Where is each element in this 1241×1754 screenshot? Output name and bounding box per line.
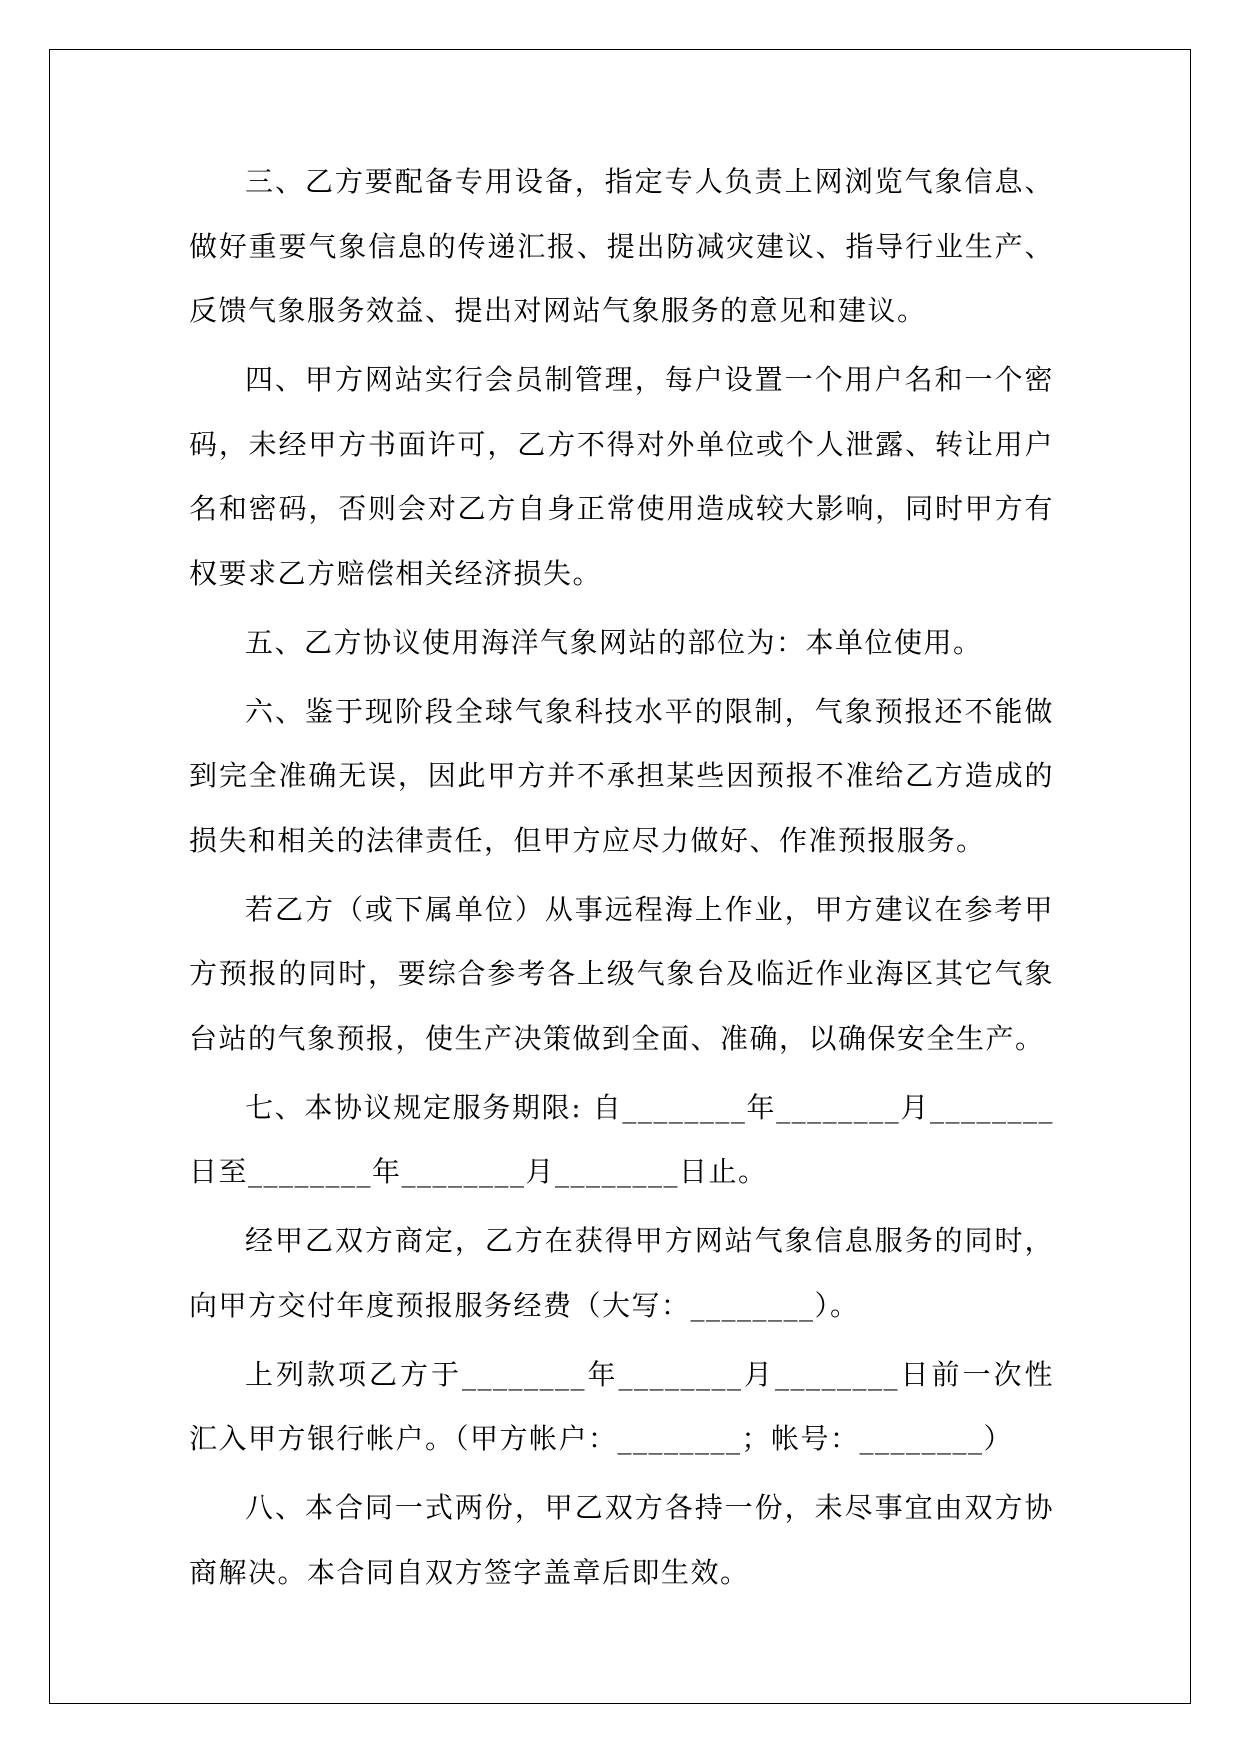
payment-agreement-paragraph: 经甲乙双方商定，乙方在获得甲方网站气象信息服务的同时，向甲方交付年度预报服务经费（大写：________）。	[189, 1224, 1054, 1322]
payment-deadline-paragraph: 上列款项乙方于________年________月________日前一次性汇入甲方银行帐户。（甲方帐户：________；帐号：________）	[189, 1357, 1054, 1455]
clause-5-paragraph: 五、乙方协议使用海洋气象网站的部位为：本单位使用。	[245, 625, 983, 659]
document-body	[189, 150, 1054, 1610]
clause-4-paragraph: 四、甲方网站实行会员制管理，每户设置一个用户名和一个密码，未经甲方书面许可，乙方不得对外单位或个人泄露、转让用户名和密码，否则会对乙方自身正常使用造成较大影响，同时甲方有权要求乙方赔偿相关经济损失。	[189, 363, 1054, 590]
clause-3-paragraph: 三、乙方要配备专用设备，指定专人负责上网浏览气象信息、做好重要气象信息的传递汇报、提出防减灾建议、指导行业生产、反馈气象服务效益、提出对网站气象服务的意见和建议。	[189, 165, 1054, 327]
clause-7-paragraph: 七、本协议规定服务期限: 自________年________月________日至________年________月________日止。	[189, 1090, 1054, 1188]
clause-8-paragraph: 八、本合同一式两份，甲乙双方各持一份，未尽事宜由双方协商解决。本合同自双方签字盖章后即生效。	[189, 1491, 1054, 1589]
clause-6-paragraph: 六、鉴于现阶段全球气象科技水平的限制，气象预报还不能做到完全准确无误，因此甲方并不承担某些因预报不准给乙方造成的损失和相关的法律责任，但甲方应尽力做好、作准预报服务。	[189, 694, 1054, 857]
clause-6-supplement-paragraph: 若乙方（或下属单位）从事远程海上作业，甲方建议在参考甲方预报的同时，要综合参考各上级气象台及临近作业海区其它气象台站的气象预报，使生产决策做到全面、准确，以确保安全生产。	[189, 892, 1054, 1055]
